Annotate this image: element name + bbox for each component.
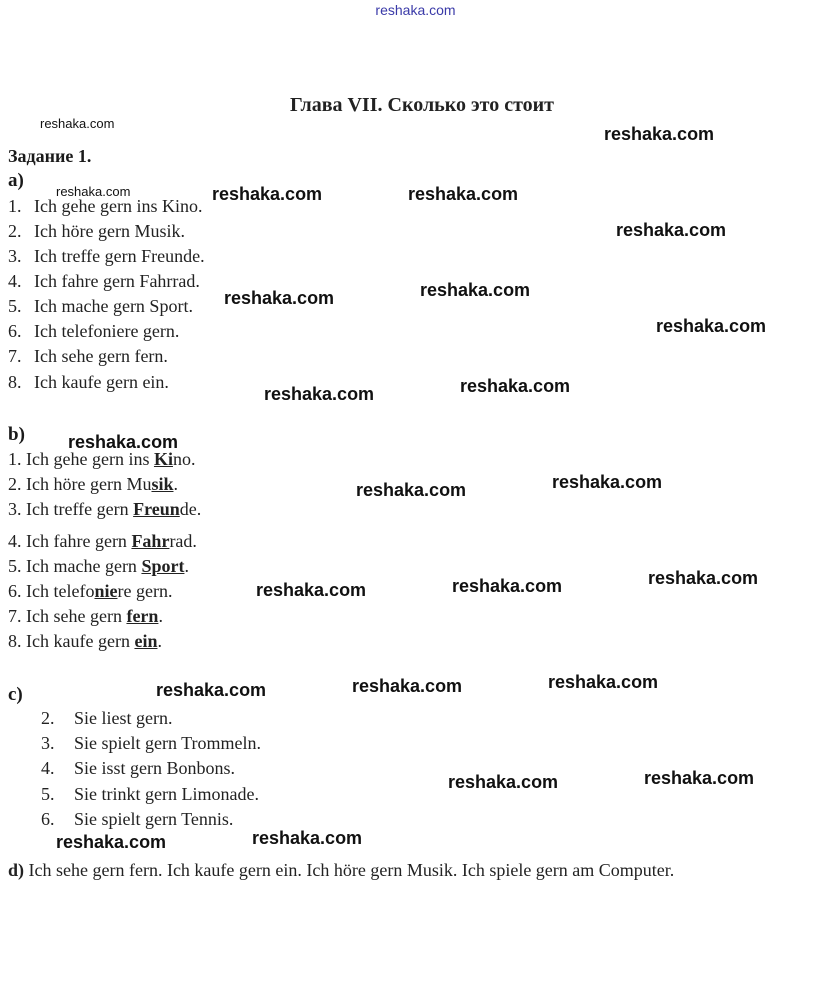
watermark: reshaka.com [604, 124, 715, 144]
task-heading: Задание 1. [8, 146, 92, 166]
watermark: reshaka.com [224, 288, 335, 308]
stressed-syllable: fern [126, 606, 159, 626]
stressed-syllable: Sport [141, 556, 185, 576]
watermark: reshaka.com [648, 568, 759, 588]
list-item: 1. Ich gehe gern ins Kino. [8, 196, 203, 216]
list-item: 6. Sie spielt gern Tennis. [41, 809, 234, 829]
list-item: 8. Ich kaufe gern ein. [8, 631, 162, 651]
list-item: 3. Sie spielt gern Trommeln. [41, 733, 262, 753]
watermark: reshaka.com [460, 376, 571, 396]
list-item: 1. Ich gehe gern ins Kino. [8, 449, 196, 469]
watermark: reshaka.com [616, 220, 727, 240]
watermark: reshaka.com [452, 576, 563, 596]
list-item: 4. Ich fahre gern Fahrrad. [8, 271, 200, 291]
section-d-text: Ich sehe gern fern. Ich kaufe gern ein. Ich höre gern Musik. Ich spiele gern am Computer. [24, 860, 675, 880]
section-a-label: a) [8, 170, 24, 191]
stressed-syllable: nie [94, 581, 118, 601]
list-item: 2. Ich höre gern Musik. [8, 221, 185, 241]
stressed-syllable: sik [151, 474, 174, 494]
watermark: reshaka.com [156, 680, 267, 700]
watermark: reshaka.com [408, 184, 519, 204]
watermark: reshaka.com [352, 676, 463, 696]
section-b-label: b) [8, 424, 25, 445]
watermark: reshaka.com [644, 768, 755, 788]
watermark: reshaka.com [656, 316, 767, 336]
watermark: reshaka.com [68, 432, 179, 452]
chapter-title: Глава VII. Сколько это стоит [290, 94, 554, 116]
watermark: reshaka.com [548, 672, 659, 692]
stressed-syllable: Fahr [131, 531, 170, 551]
watermark: reshaka.com [552, 472, 663, 492]
watermark: reshaka.com [56, 832, 167, 852]
stressed-syllable: Ki [153, 449, 173, 469]
list-item: 4. Sie isst gern Bonbons. [41, 758, 236, 778]
site-link[interactable]: reshaka.com [375, 2, 456, 18]
list-item: 5. Sie trinkt gern Limonade. [41, 784, 259, 804]
list-item: 8. Ich kaufe gern ein. [8, 372, 169, 392]
list-item: 3. Ich treffe gern Freunde. [8, 499, 202, 519]
watermark: reshaka.com [264, 384, 375, 404]
watermark: reshaka.com [212, 184, 323, 204]
watermark: reshaka.com [256, 580, 367, 600]
watermark: reshaka.com [56, 184, 131, 199]
watermark: reshaka.com [40, 116, 115, 131]
section-d-label: d) [8, 860, 25, 880]
list-item: 3. Ich treffe gern Freunde. [8, 246, 205, 266]
watermark: reshaka.com [448, 772, 559, 792]
list-item: 5. Ich mache gern Sport. [8, 296, 193, 316]
list-item: 7. Ich sehe gern fern. [8, 606, 163, 626]
watermark: reshaka.com [252, 828, 363, 848]
watermark: reshaka.com [356, 480, 467, 500]
stressed-syllable: Freun [133, 499, 180, 519]
list-item: 5. Ich mache gern Sport. [8, 556, 189, 576]
list-item: 2. Sie liest gern. [41, 708, 173, 728]
stressed-syllable: ein [134, 631, 158, 651]
list-item: 6. Ich telefoniere gern. [8, 321, 180, 341]
list-item: 7. Ich sehe gern fern. [8, 346, 168, 366]
list-item: 4. Ich fahre gern Fahrrad. [8, 531, 197, 551]
list-item: 2. Ich höre gern Musik. [8, 474, 178, 494]
list-item: 6. Ich telefoniere gern. [8, 581, 173, 601]
section-d [8, 860, 674, 881]
section-c-label: c) [8, 684, 23, 705]
watermark: reshaka.com [420, 280, 531, 300]
